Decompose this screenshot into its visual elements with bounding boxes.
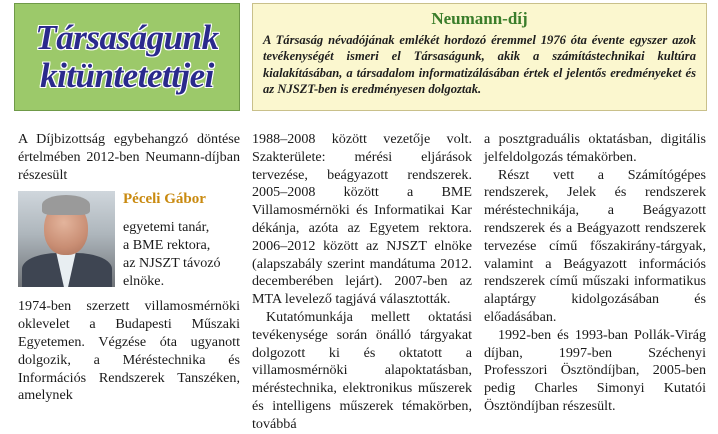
bio-paragraph-5: Részt vett a Számítógépes rendszerek, Jelek és rendszerek méréstechnikája, a Beágyazott rendszerek és a Beágyazott rendszerek tervezése című főszakirány-tárgyak, valamint a Beágyazott információs rendszerek című műszaki informatikus alaptárgy kidolgozásában és előadásában. (484, 166, 706, 325)
award-banner (252, 3, 707, 111)
logo-line-2: kitüntetettjei (40, 56, 214, 95)
bio-paragraph-4: a posztgraduális oktatásban, digitális jelfeldolgozás témakörben. (484, 131, 706, 165)
laureate-role-3: az NJSZT távozó (123, 255, 221, 272)
award-description: A Társaság névadójának emlékét hordozó éremmel 1976 óta évente egyszer azok tevékenységét ismeri el Társaságunk, akik a számítástechnikai kultúra kialakításában, a társadalom informatizálásában értek el jelentős eredményeket és az NJSZT-ben is eredményesen dolgoztak. (263, 33, 696, 96)
column-2 (252, 131, 472, 434)
laureate-role-4: elnöke. (123, 273, 165, 290)
laureate-role-2: a BME rektora, (123, 237, 211, 254)
bio-paragraph-6: 1992-ben és 1993-ban Pollák-Virág díjban, 1997-ben Széchenyi Professzori Ösztöndíjban, 2005-ben pedig Charles Simonyi Kutatói Ösztöndíjban részesült. (484, 326, 706, 414)
bio-paragraph-1: 1974-ben szerzett villamosmérnöki oklevelet a Budapesti Műszaki Egyetemen. Végzése óta ugyanott dolgozik, a Méréstechnika és Információs Rendszerek Tanszéken, amelynek (18, 298, 240, 404)
logo-line-1: Társaságunk (35, 18, 219, 57)
laureate-name: Péceli Gábor (123, 191, 206, 208)
bio-paragraph-2: 1988–2008 között vezetője volt. Szakterülete: mérési eljárások tervezése, beágyazott rendszerek. 2005–2008 között a BME Villamosmérnöki és Informatikai Kar dékánja, azóta az Egyetem rektora. 2006–2012 között az NJSZT elnöke (alapszabály szerint mandátuma 2012. decemberében lejárt). 2007-ben az MTA levelező tagjává választották. (252, 131, 472, 308)
column-3 (484, 131, 706, 416)
laureate-info (123, 190, 221, 290)
section-logo (14, 3, 240, 111)
portrait-photo (18, 191, 115, 287)
laureate-role-1: egyetemi tanár, (123, 219, 210, 236)
laureate-block (18, 190, 240, 290)
bio-paragraph-3: Kutatómunkája mellett oktatási tevékenysége során önálló tárgyakat dolgozott ki és oktatott a villamosmérnöki alapoktatásban, méréstechnika, elektronikus műszerek és intelligens műszerek témakörben, továbbá (252, 308, 472, 432)
award-title: Neumann-díj (431, 9, 528, 28)
column-1 (18, 131, 240, 405)
intro-paragraph: A Díjbizottság egybehangzó döntése értelmében 2012-ben Neumann-díjban részesült (18, 131, 240, 183)
